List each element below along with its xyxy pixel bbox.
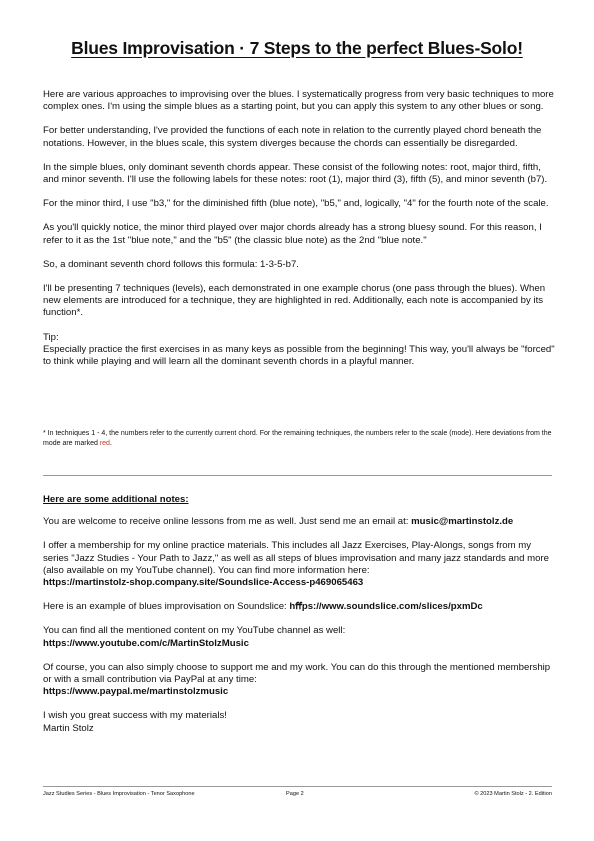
section-divider — [43, 475, 552, 476]
footnote — [43, 429, 558, 448]
notes-heading: Here are some additional notes: — [43, 494, 189, 505]
soundslice-link[interactable]: hﬀps://www.soundslice.com/slices/pxmDc — [289, 601, 483, 613]
intro-paragraph-6: So, a dominant seventh chord follows this formula: 1-3-5-b7. — [43, 258, 299, 270]
intro-paragraph-4: For the minor third, I use "b3," for the diminished fifth (blue note), "b5," and, logically, "4" for the fourth note of the scale. — [43, 198, 549, 210]
intro-section — [43, 89, 558, 380]
membership-link[interactable]: https://martinstolz-shop.company.site/Soundslice-Access-p469065463 — [43, 577, 364, 589]
page-footer — [43, 791, 552, 800]
tip-label: Tip: — [43, 331, 59, 343]
paypal-link[interactable]: https://www.paypal.me/martinstolzmusic — [43, 686, 229, 698]
support-paragraph — [43, 662, 558, 699]
intro-paragraph-7: I'll be presenting 7 techniques (levels), each demonstrated in one example chorus (one pass through the blues). When new elements are introduced for a technique, they are highlighted in red. Additionally, each note is accompanied by its function*. — [43, 283, 546, 319]
closing-paragraph — [43, 710, 558, 734]
signature: Martin Stolz — [43, 722, 94, 734]
youtube-paragraph — [43, 625, 558, 649]
footer-copyright: © 2023 Martin Stolz - 2. Edition — [474, 791, 552, 797]
email-link[interactable]: music@martinstolz.de — [411, 516, 514, 528]
membership-paragraph — [43, 540, 558, 589]
intro-paragraph-3: In the simple blues, only dominant seventh chords appear. These consist of the following notes: root, major third, fifth, and minor seventh. I'll use the following labels for these notes: root (1), major third (3), fifth (5), and minor seventh (b7). — [43, 161, 548, 186]
intro-paragraph-5: As you'll quickly notice, the minor third played over major chords already has a strong bluesy sound. For this reason, I refer to it as the 1st "blue note," and the "b5" (the classic blue note) as the 2nd "blue note." — [43, 222, 542, 246]
additional-notes-section — [43, 494, 558, 747]
footer-page-number: Page 2 — [286, 791, 304, 797]
tip-text: Especially practice the first exercises in as many keys as possible from the beginning! This way, you'll always be "forced" to think while playing and will learn all the dominant seventh chords in a playful manner. — [43, 343, 555, 368]
soundslice-paragraph — [43, 601, 558, 613]
membership-text: I offer a membership for my online practice materials. This includes all Jazz Exercises, Play-Alongs, songs from my series "Jazz Studies - Your Path to Jazz," as well as all steps of blues improvisation and many jazz standards and more (also available on my YouTube channel). You can find more information here: — [43, 540, 549, 576]
support-text: Of course, you can also simply choose to support me and my work. You can do this through the mentioned membership or with a small contribution via PayPal at any time: — [43, 661, 551, 686]
footnote-end: . — [109, 439, 112, 447]
footnote-text: * In techniques 1 - 4, the numbers refer to the currently current chord. For the remaining techniques, the numbers refer to the scale (mode). Here deviations from the mode are marked — [43, 430, 552, 447]
soundslice-text: Here is an example of blues improvisation on Soundslice: — [43, 601, 290, 613]
footer-divider — [43, 786, 552, 787]
intro-paragraph-2: For better understanding, I've provided the functions of each note in relation to the currently played chord beneath the notations. However, in the blues scale, this system diverges because the chords can essentially be disregarded. — [43, 125, 542, 149]
closing-text: I wish you great success with my materials! — [43, 710, 227, 722]
lessons-text: You are welcome to receive online lessons from me as well. Just send me an email at: — [43, 516, 412, 528]
lessons-paragraph — [43, 516, 558, 528]
youtube-text: You can find all the mentioned content on my YouTube channel as well: — [43, 625, 346, 637]
page-title: Blues Improvisation · 7 Steps to the perfect Blues-Solo! — [71, 38, 523, 58]
intro-paragraph-1: Here are various approaches to improvising over the blues. I systematically progress from very basic techniques to more complex ones. I'm using the simple blues as a starting point, but you can apply this system to any other blues or song. — [43, 89, 554, 113]
footnote-red-word: red — [99, 439, 110, 447]
footer-series: Jazz Studies Series - Blues Improvisation - Tenor Saxophone — [43, 791, 195, 797]
youtube-link[interactable]: https://www.youtube.com/c/MartinStolzMusic — [43, 637, 249, 649]
